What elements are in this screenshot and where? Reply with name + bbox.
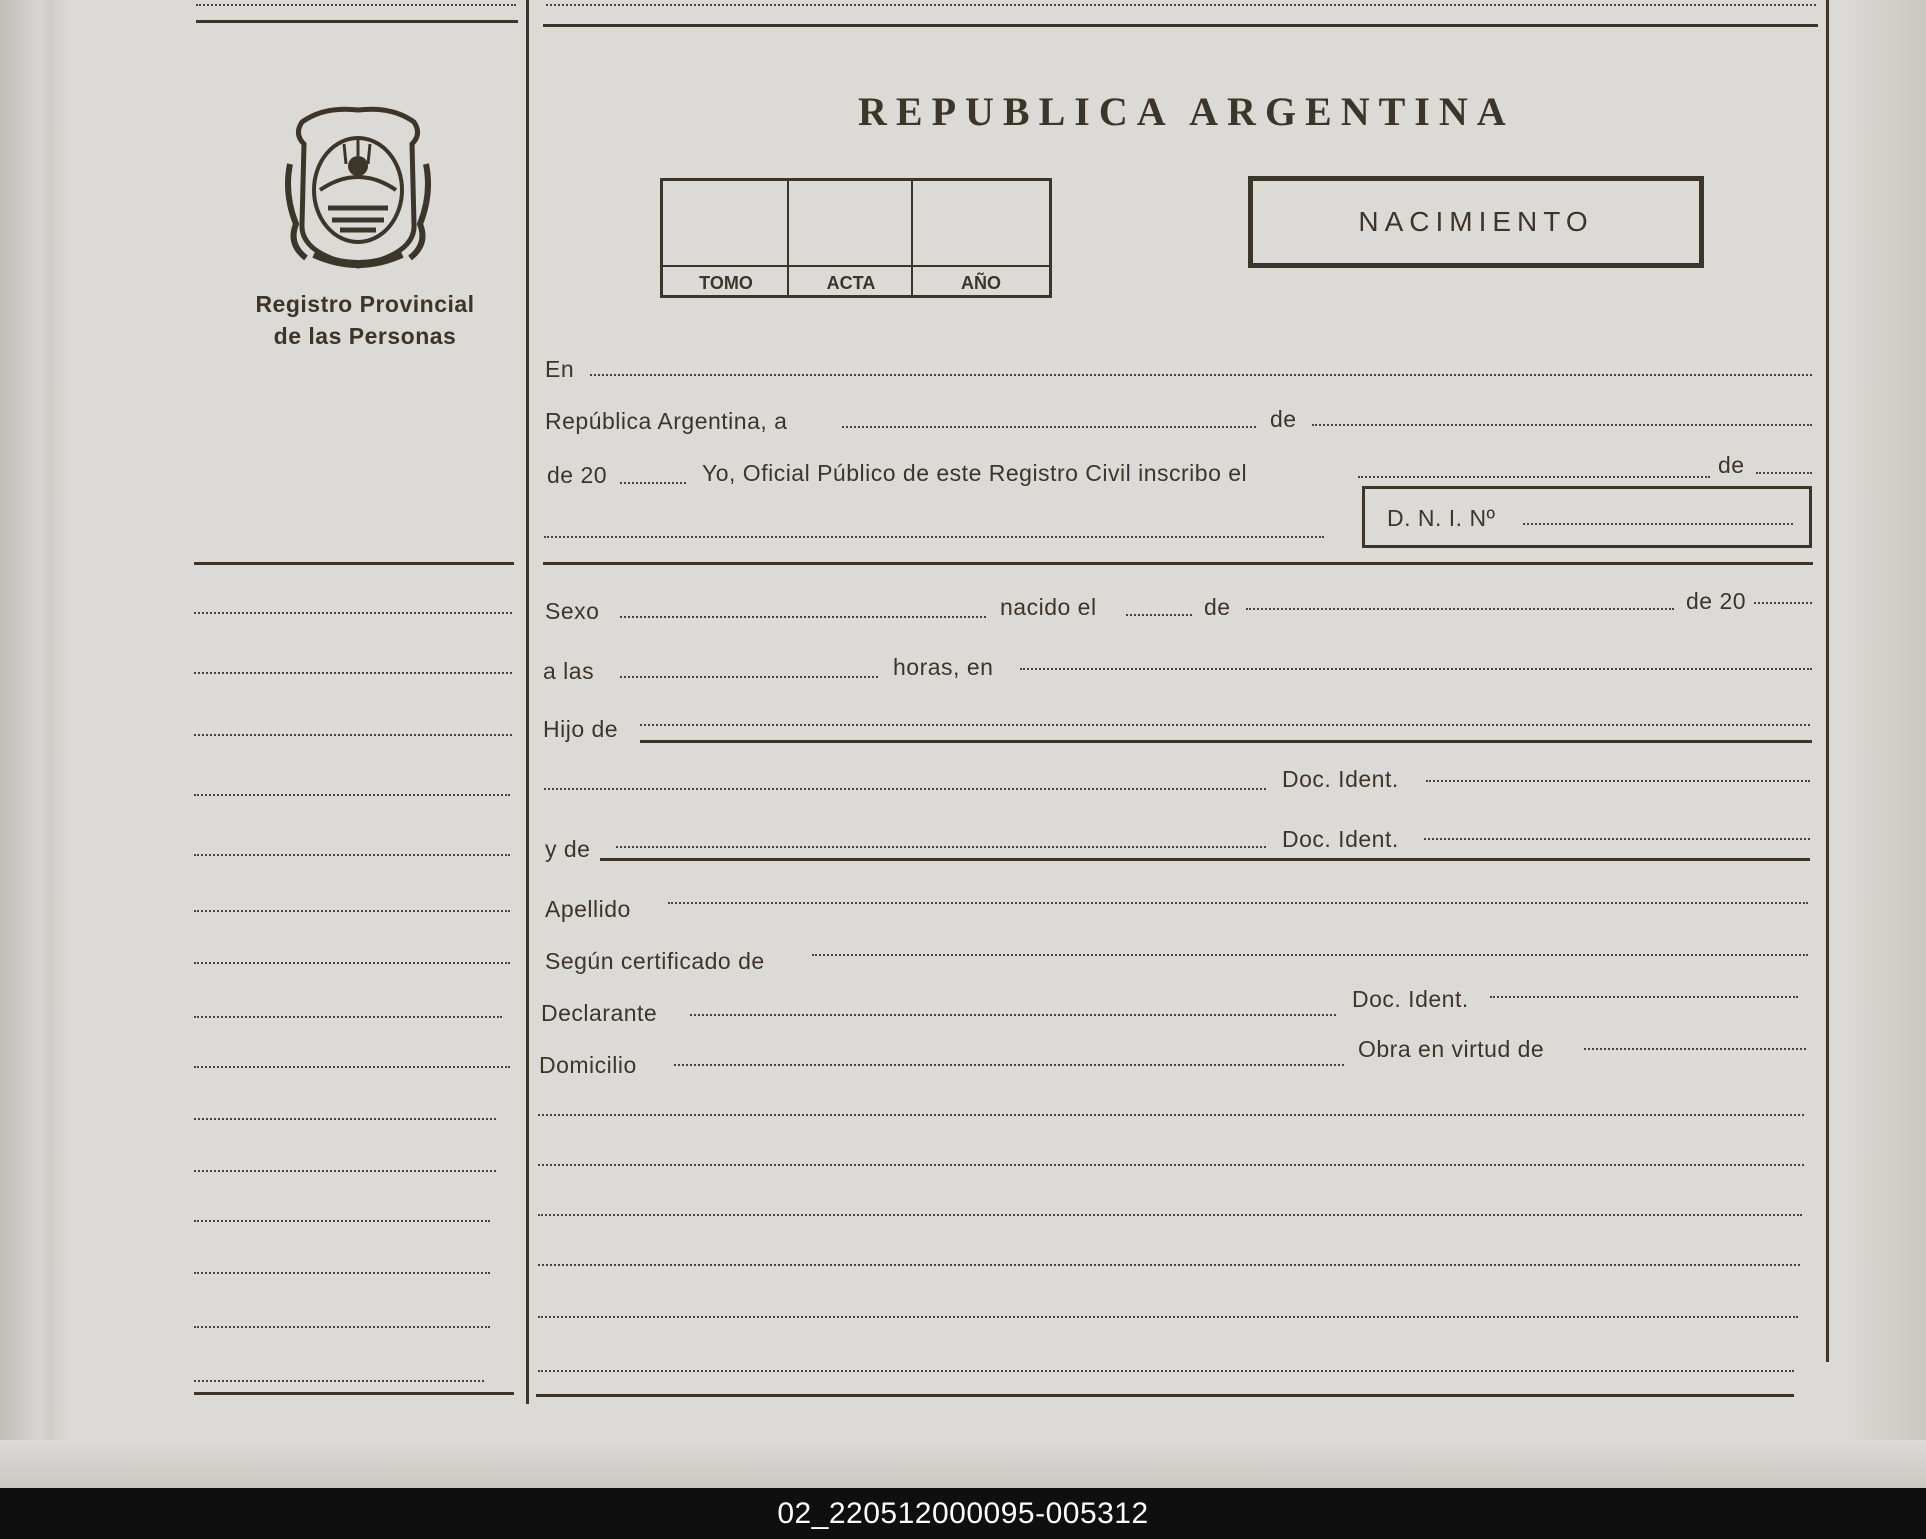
inscription-continuation-field[interactable] bbox=[544, 536, 1324, 538]
de-label-2: de bbox=[1718, 452, 1745, 478]
acta-label: ACTA bbox=[826, 273, 876, 293]
y-de-label: y de bbox=[545, 836, 591, 862]
top-dotted-line-right bbox=[546, 4, 1816, 6]
mother-rule bbox=[600, 858, 1810, 861]
left-dotted-line bbox=[194, 910, 510, 912]
apellido-field[interactable] bbox=[668, 902, 1808, 904]
register-caption-rule bbox=[663, 265, 1049, 267]
notes-line[interactable] bbox=[538, 1114, 1804, 1116]
left-dotted-line bbox=[194, 854, 510, 856]
month-field[interactable] bbox=[1312, 424, 1812, 426]
left-dotted-line bbox=[194, 1066, 510, 1068]
notes-line[interactable] bbox=[538, 1316, 1798, 1318]
left-dotted-line bbox=[194, 794, 510, 796]
dni-label: D. N. I. Nº bbox=[1387, 505, 1496, 531]
left-dotted-line bbox=[194, 612, 512, 614]
ano-label: AÑO bbox=[961, 273, 1001, 293]
birth-year-field[interactable] bbox=[1754, 602, 1812, 604]
notes-line[interactable] bbox=[538, 1164, 1804, 1166]
notes-line[interactable] bbox=[538, 1214, 1802, 1216]
domicilio-label: Domicilio bbox=[539, 1052, 637, 1078]
top-rule-right bbox=[543, 24, 1818, 27]
day-field[interactable] bbox=[842, 426, 1256, 428]
column-divider bbox=[526, 0, 529, 1404]
birth-day-field[interactable] bbox=[1126, 614, 1192, 616]
left-dotted-line bbox=[194, 1326, 490, 1328]
mother-doc-field[interactable] bbox=[1424, 838, 1810, 840]
hijo-de-label: Hijo de bbox=[543, 716, 619, 742]
de-20-label-b: de 20 bbox=[1686, 588, 1747, 614]
republica-label: República Argentina, a bbox=[545, 408, 788, 434]
doc-ident-label-1: Doc. Ident. bbox=[1282, 766, 1399, 792]
apellido-label: Apellido bbox=[545, 896, 631, 922]
a-las-label: a las bbox=[543, 658, 595, 684]
declarante-field[interactable] bbox=[690, 1014, 1336, 1016]
left-dotted-line bbox=[194, 734, 512, 736]
registry-name bbox=[220, 288, 510, 352]
country-title: REPUBLICA ARGENTINA bbox=[858, 89, 1515, 134]
page-binding-edge bbox=[0, 0, 70, 1488]
sexo-label: Sexo bbox=[545, 598, 600, 624]
notes-line[interactable] bbox=[538, 1370, 1794, 1372]
left-bottom-rule bbox=[194, 1392, 514, 1395]
bottom-rule bbox=[536, 1394, 1794, 1397]
record-type-box bbox=[1248, 176, 1704, 268]
left-dotted-line bbox=[194, 1380, 484, 1382]
inscription-day-field[interactable] bbox=[1358, 476, 1710, 478]
obra-en-virtud-label: Obra en virtud de bbox=[1358, 1036, 1545, 1062]
declarante-label: Declarante bbox=[541, 1000, 658, 1026]
de-20-label-a: de 20 bbox=[547, 462, 608, 488]
image-label: 02_220512000095-005312 bbox=[777, 1496, 1149, 1530]
sexo-field[interactable] bbox=[620, 616, 986, 618]
father-doc-field[interactable] bbox=[1426, 780, 1810, 782]
birth-hour-field[interactable] bbox=[620, 676, 878, 678]
doc-ident-label-3: Doc. Ident. bbox=[1352, 986, 1469, 1012]
father-name-field[interactable] bbox=[640, 724, 1810, 726]
birth-place-field[interactable] bbox=[1020, 668, 1812, 670]
provincial-seal-icon bbox=[284, 104, 432, 272]
de-label-3: de bbox=[1204, 594, 1231, 620]
section-rule bbox=[543, 562, 1813, 565]
left-dotted-line bbox=[194, 1272, 490, 1274]
left-dotted-line bbox=[194, 1170, 496, 1172]
left-dotted-line bbox=[194, 962, 510, 964]
certificate-field[interactable] bbox=[812, 954, 1808, 956]
obra-en-virtud-field[interactable] bbox=[1584, 1048, 1806, 1050]
dni-field[interactable] bbox=[1523, 523, 1793, 525]
father-name-continuation-field[interactable] bbox=[544, 788, 1266, 790]
registry-name-line2: de las Personas bbox=[273, 323, 457, 349]
declarante-doc-field[interactable] bbox=[1490, 996, 1798, 998]
left-dotted-line bbox=[194, 1220, 490, 1222]
left-column-rule bbox=[194, 562, 514, 565]
horas-en-label: horas, en bbox=[893, 654, 994, 680]
domicilio-field[interactable] bbox=[674, 1064, 1344, 1066]
mother-name-field[interactable] bbox=[616, 846, 1266, 848]
tomo-label: TOMO bbox=[699, 273, 753, 293]
page-right-edge bbox=[1846, 0, 1926, 1488]
image-label-bar bbox=[0, 1488, 1926, 1539]
left-dotted-line bbox=[194, 672, 512, 674]
officer-statement: Yo, Oficial Público de este Registro Civil inscribo el bbox=[702, 460, 1248, 486]
de-label-1: de bbox=[1270, 406, 1297, 432]
page-bottom-edge bbox=[0, 1440, 1926, 1488]
left-dotted-line bbox=[194, 1016, 502, 1018]
birth-month-field[interactable] bbox=[1246, 608, 1674, 610]
record-type-label: NACIMIENTO bbox=[1358, 206, 1594, 237]
father-rule bbox=[640, 740, 1812, 743]
doc-ident-label-2: Doc. Ident. bbox=[1282, 826, 1399, 852]
en-field[interactable] bbox=[590, 374, 1812, 376]
register-reference-box bbox=[660, 178, 1052, 298]
left-dotted-line bbox=[194, 1118, 496, 1120]
nacido-el-label: nacido el bbox=[1000, 594, 1097, 620]
top-rule-left bbox=[196, 20, 518, 23]
inscription-month-field[interactable] bbox=[1756, 472, 1812, 474]
year-field[interactable] bbox=[620, 482, 686, 484]
top-dotted-line-left bbox=[196, 4, 516, 6]
en-label: En bbox=[545, 356, 575, 382]
dni-box bbox=[1362, 486, 1812, 548]
segun-certificado-label: Según certificado de bbox=[545, 948, 765, 974]
registry-name-line1: Registro Provincial bbox=[255, 291, 475, 317]
right-border bbox=[1826, 0, 1829, 1362]
notes-line[interactable] bbox=[538, 1264, 1800, 1266]
